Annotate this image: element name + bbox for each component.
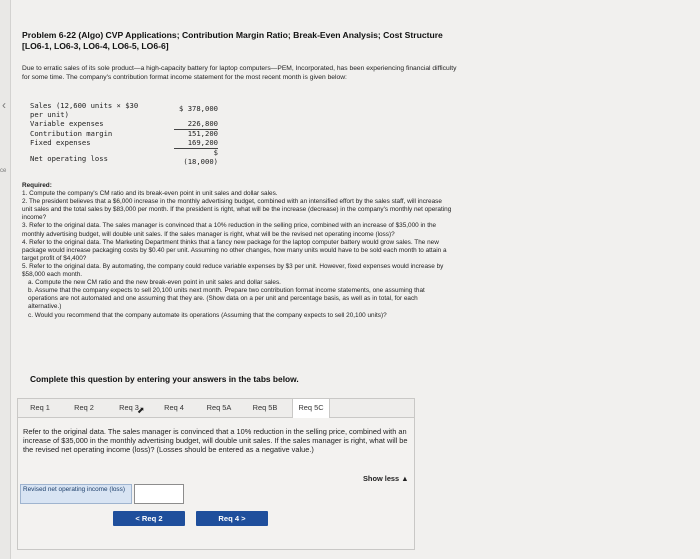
required-section [22, 182, 452, 320]
revised-net-operating-income-input[interactable] [134, 484, 184, 504]
required-sub-item: a. Compute the new CM ratio and the new break-even point in unit sales and dollar sales. [28, 279, 281, 287]
income-row-value: $ 378,000 [179, 104, 218, 113]
income-row-value: 226,800 [187, 119, 218, 128]
required-sub-item: c. Would you recommend that the company automate its operations (Assuming that the company expects to sell 20,100 units)? [28, 311, 387, 319]
income-row-value: 151,200 [187, 129, 218, 138]
required-sub-item: b. Assume that the company expects to sell 20,100 units next month. Prepare two contribution format income statements, one assuming that operations are not automated and one assuming that they are. (Show data on a per unit and percentage basis, as well as in total, for each alternative.) [28, 287, 425, 311]
income-row-value: $ (18,000) [183, 148, 218, 166]
next-req-button[interactable]: Req 4 > [196, 511, 268, 526]
problem-intro: Due to erratic sales of its sole product—a high-capacity battery for laptop computers—PEM, Incorporated, has been experiencing financial difficulty for some time. The company's contribution format income statement for the most recent month is given below: [22, 65, 457, 81]
chevron-left-icon[interactable]: ‹ [2, 98, 6, 112]
complete-prompt: Complete this question by entering your answers in the tabs below. [30, 374, 299, 384]
tab-req-2[interactable]: Req 2 [74, 403, 94, 412]
mouse-cursor-icon: ⬈ [137, 405, 145, 415]
tab-req-3[interactable]: Req 3 [119, 403, 139, 412]
tab-req-5c[interactable]: Req 5C [292, 399, 330, 418]
edge-label: ce [0, 168, 7, 174]
income-statement [26, 100, 222, 172]
required-item: 4. Refer to the original data. The Marketing Department thinks that a fancy new package for the laptop computer battery would grow sales. The new package would increase packaging costs by $0.40 per unit. Assuming no other changes, how many units would have to be sold each month to attain a target profit of $4,400? [22, 238, 447, 262]
show-less-toggle[interactable]: Show less ▲ [363, 474, 409, 483]
tab-req-5a[interactable]: Req 5A [206, 403, 232, 412]
income-row-label: Variable expenses [30, 119, 104, 128]
left-edge-strip [0, 0, 11, 559]
income-row-label: Contribution margin [30, 129, 113, 138]
income-row-label: Fixed expenses [30, 138, 91, 147]
question-text: Refer to the original data. The sales manager is convinced that a 10% reduction in the selling price, combined with an increase of $35,000 in the monthly advertising budget, will double unit sales. If the sales manager is right, what will be the revised net operating income (loss)? (Losses should be entered as a negative value.) [23, 427, 408, 455]
tab-req-1[interactable]: Req 1 [30, 403, 50, 412]
problem-title: Problem 6-22 (Algo) CVP Applications; Contribution Margin Ratio; Break-Even Analysis; Cost Structure [LO6-1, LO6-3, LO6-4, LO6-5, LO6-6] [22, 30, 443, 51]
required-item: 1. Compute the company's CM ratio and its break-even point in unit sales and dollar sales. [22, 190, 278, 198]
tab-req-5b[interactable]: Req 5B [252, 403, 278, 412]
answer-panel [17, 398, 415, 550]
prev-req-button[interactable]: < Req 2 [113, 511, 185, 526]
tab-req-4[interactable]: Req 4 [164, 403, 184, 412]
income-row-value: 169,200 [187, 138, 218, 147]
income-row-label: Net operating loss [30, 154, 108, 163]
answer-label: Revised net operating income (loss) [20, 484, 132, 504]
required-heading: Required: [22, 182, 52, 189]
required-item: 2. The president believes that a $6,000 increase in the monthly advertising budget, combined with an intensified effort by the sales staff, will increase unit sales and the total sales by $83,000 per month. If the president is right, what will be the increase (decrease) in the company's monthly net operating income? [22, 198, 452, 222]
tab-bar [18, 399, 414, 418]
required-item: 5. Refer to the original data. By automating, the company could reduce variable expenses by $3 per unit. However, fixed expenses would increase by $58,000 each month. [22, 262, 444, 279]
income-row-label: Sales (12,600 units × $30 per unit) [30, 101, 139, 119]
required-item: 3. Refer to the original data. The sales manager is convinced that a 10% reduction in the selling price, combined with an increase of $35,000 in the monthly advertising budget, will double unit sales. If the sales manager is right, what will be the revised net operating income (loss)? [22, 222, 437, 238]
